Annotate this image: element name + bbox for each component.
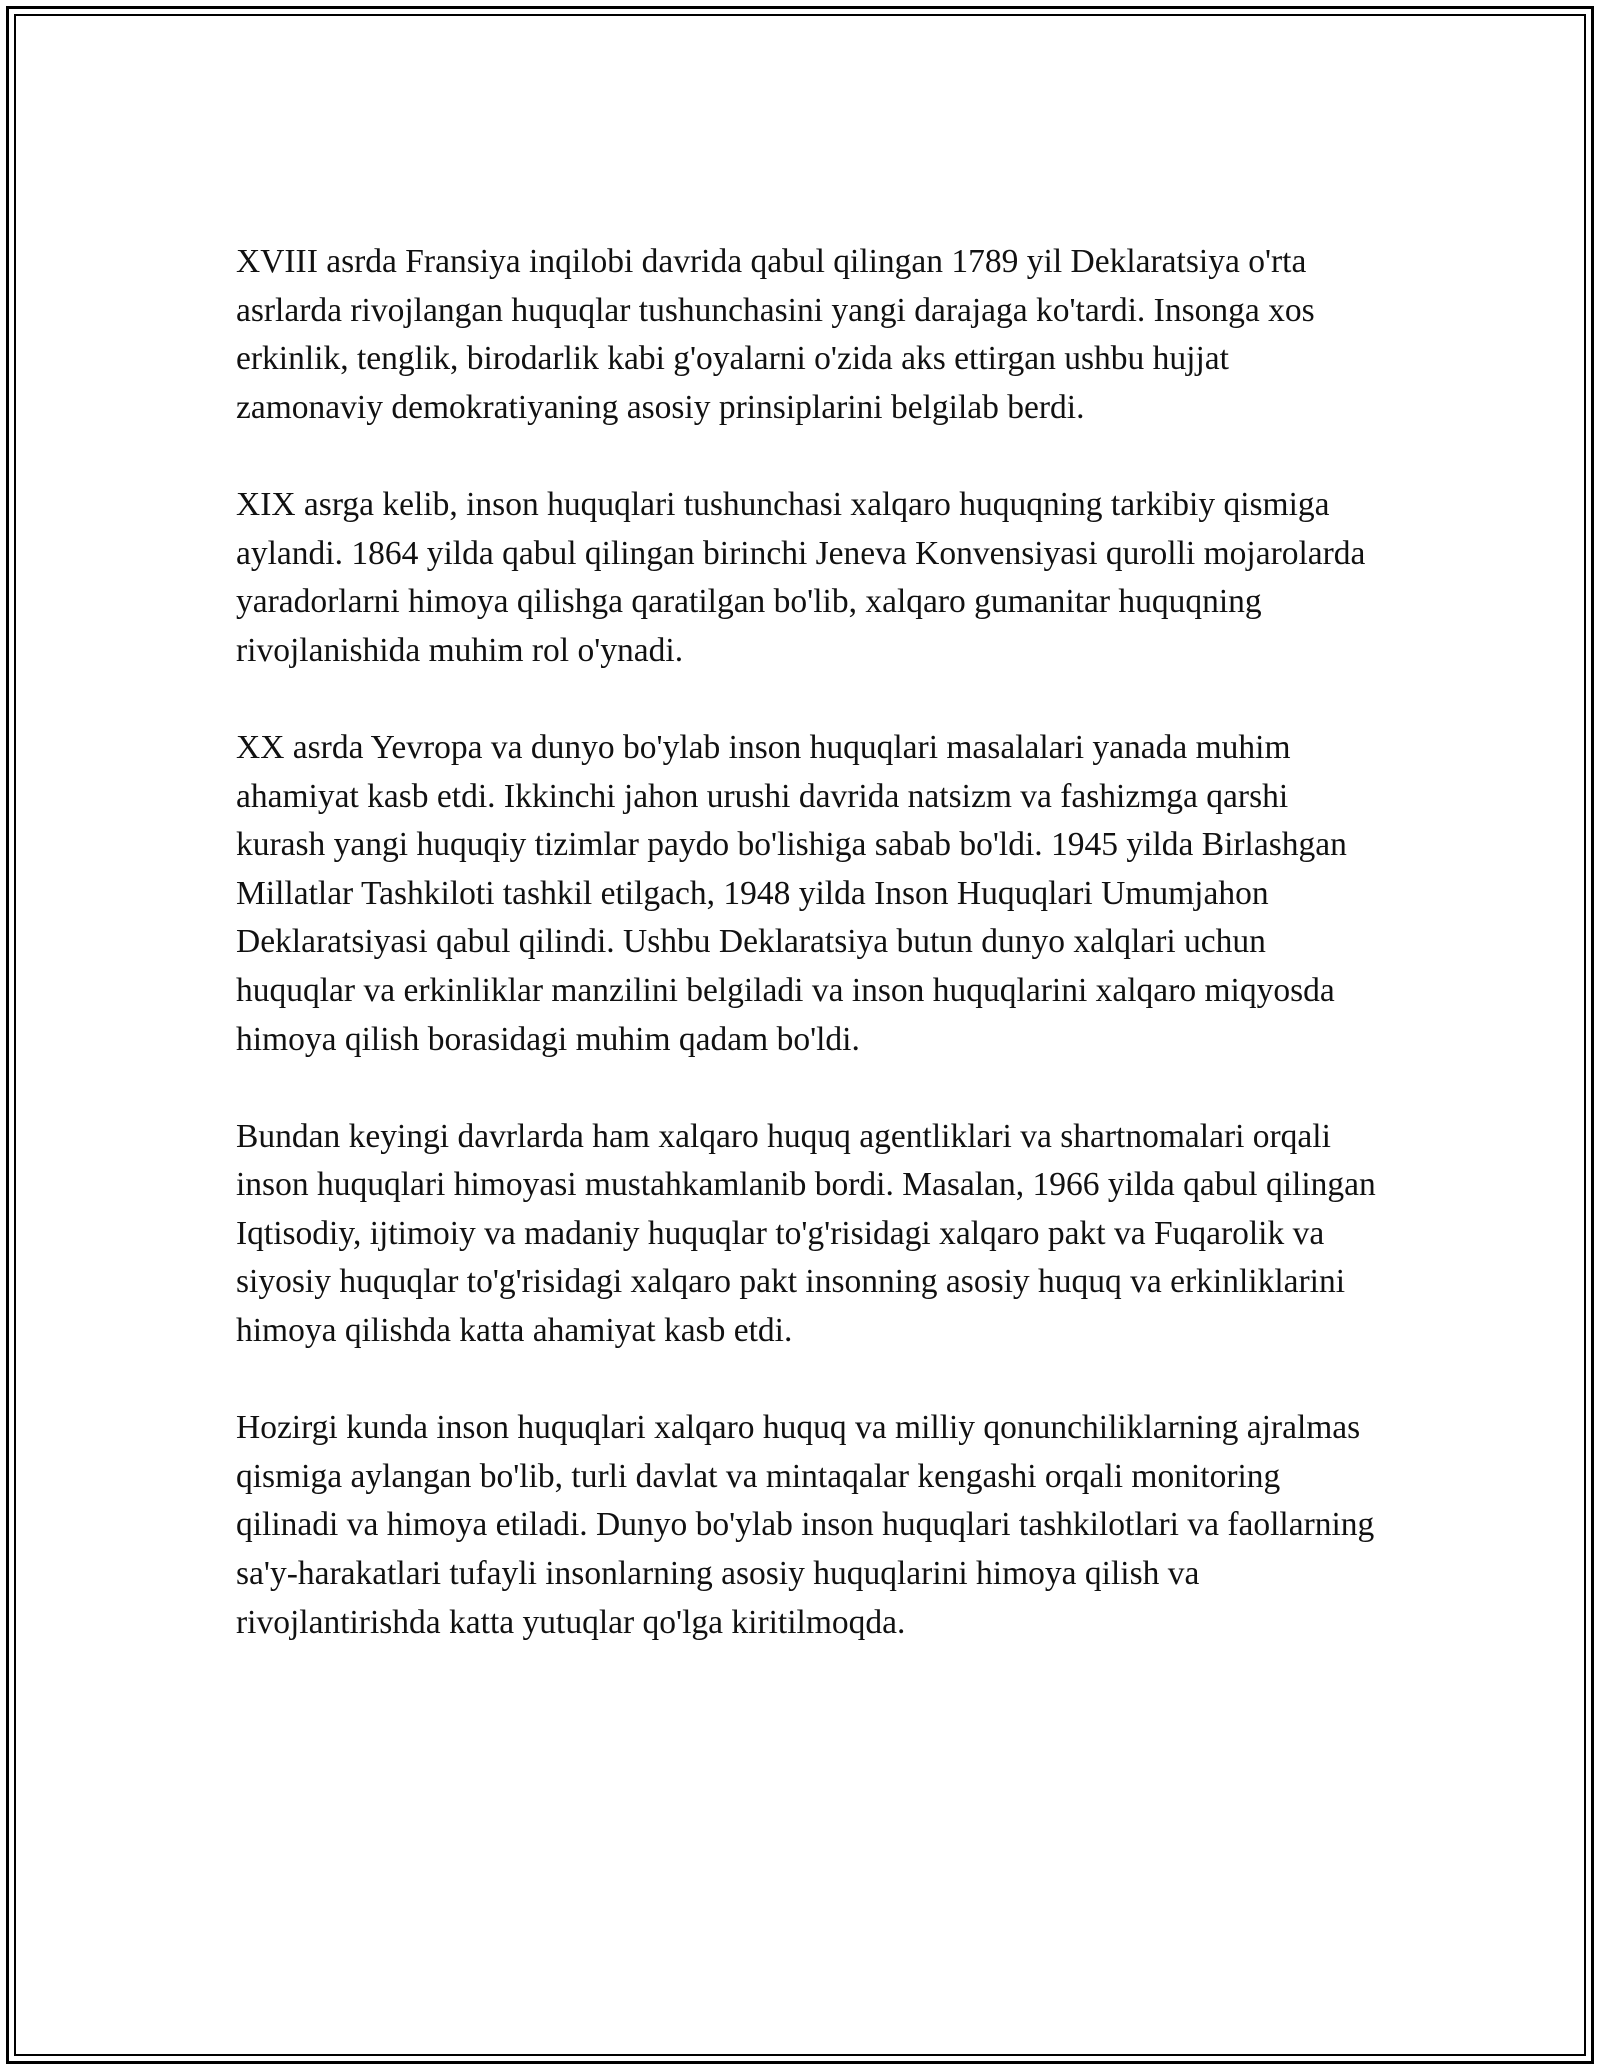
paragraph-5: Hozirgi kunda inson huquqlari xalqaro huquq va milliy qonunchiliklarning ajralmas qismiga aylangan bo'lib, turli davlat va mintaqalar kengashi orqali monitoring qilinadi va himoya etiladi. Dunyo bo'ylab inson huquqlari tashkilotlari va faollarning sa'y-harakatlari tufayli insonlarning asosiy huquqlarini himoya qilish va rivojlantirishda katta yutuqlar qo'lga kiritilmoqda. <box>236 1409 1375 1641</box>
paragraph-2: XIX asrga kelib, inson huquqlari tushunchasi xalqaro huquqning tarkibiy qismiga aylandi. 1864 yilda qabul qilingan birinchi Jeneva Konvensiyasi qurolli mojarolarda yaradorlarni himoya qilishga qaratilgan bo'lib, xalqaro gumanitar huquqning rivojlanishida muhim rol o'ynadi. <box>236 485 1366 669</box>
paragraph-4: Bundan keyingi davrlarda ham xalqaro huquq agentliklari va shartnomalari orqali inson huquqlari himoyasi mustahkamlanib bordi. Masalan, 1966 yilda qabul qilingan Iqtisodiy, ijtimoiy va madaniy huquqlar to'g'risidagi xalqaro pakt va Fuqarolik va siyosiy huquqlar to'g'risidagi xalqaro pakt insonning asosiy huquq va erkinliklarini himoya qilishda katta ahamiyat kasb etdi. <box>236 1117 1376 1350</box>
document-body <box>236 238 1376 1647</box>
paragraph-1: XVIII asrda Fransiya inqilobi davrida qabul qilingan 1789 yil Deklaratsiya o'rta asrlarda rivojlangan huquqlar tushunchasini yangi darajaga ko'tardi. Insonga xos erkinlik, tenglik, birodarlik kabi g'oyalarni o'zida aks ettirgan ushbu hujjat zamonaviy demokratiyaning asosiy prinsiplarini belgilab berdi. <box>236 243 1315 426</box>
paragraph-3: XX asrda Yevropa va dunyo bo'ylab inson huquqlari masalalari yanada muhim ahamiyat kasb etdi. Ikkinchi jahon urushi davrida natsizm va fashizmga qarshi kurash yangi huquqiy tizimlar paydo bo'lishiga sabab bo'ldi. 1945 yilda Birlashgan Millatlar Tashkiloti tashkil etilgach, 1948 yilda Inson Huquqlari Umumjahon Deklaratsiyasi qabul qilindi. Ushbu Deklaratsiya butun dunyo xalqlari uchun huquqlar va erkinliklar manzilini belgiladi va inson huquqlarini xalqaro miqyosda himoya qilish borasidagi muhim qadam bo'ldi. <box>236 728 1347 1058</box>
